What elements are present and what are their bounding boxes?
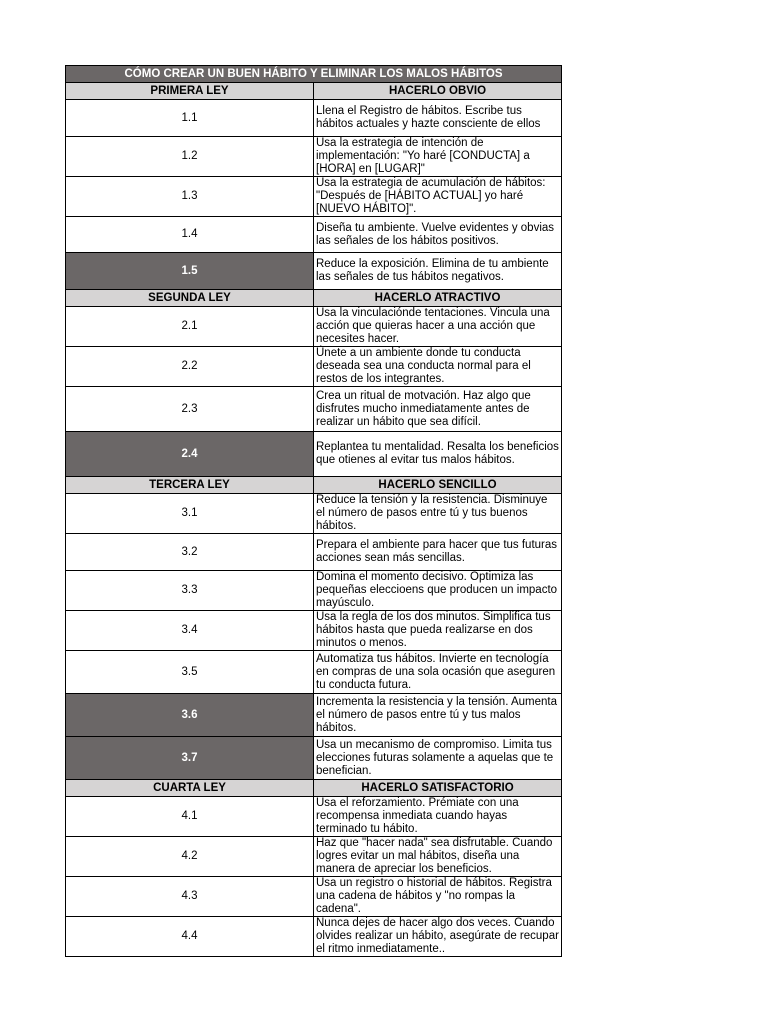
item-description: Usa un registro o historial de hábitos. Registra una cadena de hábitos y "no rompas la cadena".	[314, 877, 562, 917]
table-row	[66, 694, 562, 737]
title-row	[66, 66, 562, 83]
item-number: 4.4	[66, 917, 314, 957]
item-description: Únete a un ambiente donde tu conducta deseada sea una conducta normal para el restos de los integrantes.	[314, 347, 562, 387]
table-row	[66, 347, 562, 387]
item-description: Domina el momento decisivo. Optimiza las pequeñas eleccioens que producen un impacto mayúsculo.	[314, 571, 562, 611]
item-description: Incrementa la resistencia y la tensión. Aumenta el número de pasos entre tú y tus malos hábitos.	[314, 694, 562, 737]
law-label: PRIMERA LEY	[66, 83, 314, 100]
item-description: Llena el Registro de hábitos. Escribe tus hábitos actuales y hazte consciente de ellos	[314, 100, 562, 137]
section-header-row	[66, 780, 562, 797]
item-number: 1.5	[66, 253, 314, 290]
table-row	[66, 387, 562, 432]
item-description: Haz que "hacer nada" sea disfrutable. Cuando logres evitar un mal hábitos, diseña una manera de apreciar los beneficios.	[314, 837, 562, 877]
item-description: Usa el reforzamiento. Prémiate con una recompensa inmediata cuando hayas terminado tu hábito.	[314, 797, 562, 837]
section-header-row	[66, 477, 562, 494]
table-row	[66, 797, 562, 837]
table-row	[66, 917, 562, 957]
item-description: Prepara el ambiente para hacer que tus futuras acciones sean más sencillas.	[314, 534, 562, 571]
item-number: 3.3	[66, 571, 314, 611]
item-number: 2.1	[66, 307, 314, 347]
law-label: SEGUNDA LEY	[66, 290, 314, 307]
item-description: Usa la estrategia de intención de implementación: "Yo haré [CONDUCTA] a [HORA] en [LUGAR]"	[314, 137, 562, 177]
item-description: Usa un mecanismo de compromiso. Limita tus elecciones futuras solamente a aquelas que te benefician.	[314, 737, 562, 780]
item-description: Automatiza tus hábitos. Invierte en tecnología en compras de una sola ocasión que aseguren tu conducta futura.	[314, 651, 562, 694]
item-number: 3.1	[66, 494, 314, 534]
item-description: Reduce la exposición. Elimina de tu ambiente las señales de tus hábitos negativos.	[314, 253, 562, 290]
item-number: 3.5	[66, 651, 314, 694]
item-description: Usa la regla de los dos minutos. Simplifica tus hábitos hasta que pueda realizarse en dos minutos o menos.	[314, 611, 562, 651]
item-number: 4.2	[66, 837, 314, 877]
item-number: 1.3	[66, 177, 314, 217]
section-header-row	[66, 290, 562, 307]
table-row	[66, 432, 562, 477]
habits-table	[65, 65, 562, 957]
item-description: Diseña tu ambiente. Vuelve evidentes y obvias las señales de los hábitos positivos.	[314, 217, 562, 253]
item-description: Nunca dejes de hacer algo dos veces. Cuando olvides realizar un hábito, asegúrate de recupar el ritmo inmediatamente..	[314, 917, 562, 957]
item-number: 1.2	[66, 137, 314, 177]
item-number: 2.4	[66, 432, 314, 477]
item-number: 2.3	[66, 387, 314, 432]
item-number: 3.4	[66, 611, 314, 651]
item-number: 3.7	[66, 737, 314, 780]
section-heading: HACERLO ATRACTIVO	[314, 290, 562, 307]
table-row	[66, 837, 562, 877]
item-number: 1.1	[66, 100, 314, 137]
section-header-row	[66, 83, 562, 100]
table-row	[66, 651, 562, 694]
item-description: Usa la vinculaciónde tentaciones. Vincula una acción que quieras hacer a una acción que necesites hacer.	[314, 307, 562, 347]
table-row	[66, 737, 562, 780]
table-row	[66, 307, 562, 347]
item-number: 3.6	[66, 694, 314, 737]
table-row	[66, 217, 562, 253]
table-row	[66, 571, 562, 611]
table-row	[66, 877, 562, 917]
item-number: 3.2	[66, 534, 314, 571]
table-row	[66, 494, 562, 534]
law-label: CUARTA LEY	[66, 780, 314, 797]
item-description: Usa la estrategia de acumulación de hábitos: "Después de [HÁBITO ACTUAL] yo haré [NUEVO HÁBITO]".	[314, 177, 562, 217]
item-number: 2.2	[66, 347, 314, 387]
item-number: 4.3	[66, 877, 314, 917]
law-label: TERCERA LEY	[66, 477, 314, 494]
section-heading: HACERLO OBVIO	[314, 83, 562, 100]
item-description: Crea un ritual de motvación. Haz algo que disfrutes mucho inmediatamente antes de realizar un hábito que sea difícil.	[314, 387, 562, 432]
table-row	[66, 253, 562, 290]
table-row	[66, 137, 562, 177]
item-number: 1.4	[66, 217, 314, 253]
table-title: CÓMO CREAR UN BUEN HÁBITO Y ELIMINAR LOS MALOS HÁBITOS	[66, 66, 562, 83]
section-heading: HACERLO SENCILLO	[314, 477, 562, 494]
item-number: 4.1	[66, 797, 314, 837]
item-description: Reduce la tensión y la resistencia. Disminuye el número de pasos entre tú y tus buenos hábitos.	[314, 494, 562, 534]
table-row	[66, 177, 562, 217]
section-heading: HACERLO SATISFACTORIO	[314, 780, 562, 797]
table-row	[66, 611, 562, 651]
table-row	[66, 534, 562, 571]
item-description: Replantea tu mentalidad. Resalta los beneficios que otienes al evitar tus malos hábitos.	[314, 432, 562, 477]
table-row	[66, 100, 562, 137]
